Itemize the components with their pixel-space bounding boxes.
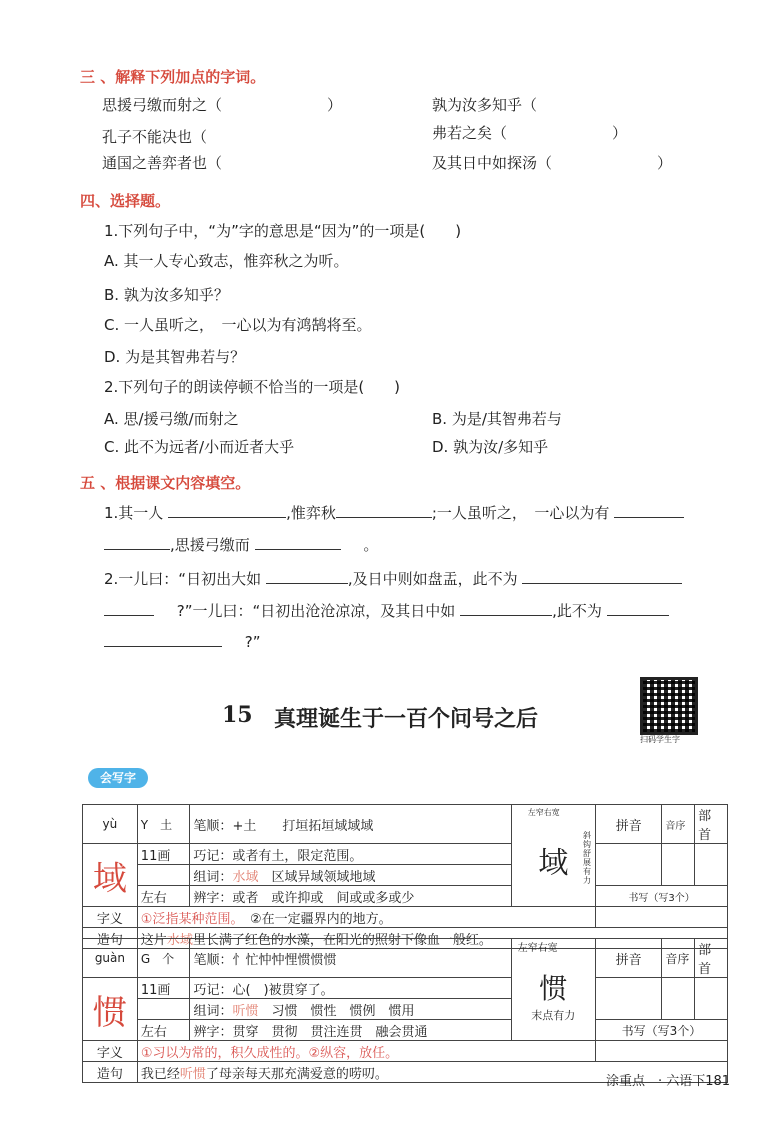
strokes [190, 805, 511, 844]
stroke-count: 11画 [137, 978, 190, 999]
blank[interactable] [168, 503, 286, 518]
empty-cell [137, 865, 190, 886]
radical-cell [137, 805, 190, 844]
qr-label: 扫码学生字 [640, 735, 680, 744]
strokes-label: 笔顺： [193, 818, 233, 834]
fill-text: ,惟弈秋 [286, 504, 336, 522]
practice-box [511, 805, 595, 907]
meaning-a: ①泛指某种范围。 [140, 911, 237, 927]
practice-char: 惯 [539, 971, 568, 1005]
stroke-count: 11画 [137, 844, 190, 865]
big-char: 域 [83, 844, 138, 907]
q2-option-a: A. 思/援弓缴/而射之 [104, 410, 239, 428]
fill-line-1 [104, 502, 684, 523]
words-label: 组词： [193, 1003, 233, 1019]
q2-option-b: B. 为是/其智弗若与 [432, 410, 562, 428]
words-highlight: 水域 [232, 869, 259, 885]
write-area[interactable] [596, 907, 728, 928]
blank[interactable] [266, 569, 348, 584]
qr-code[interactable] [640, 677, 698, 735]
sec3-item-4: 弗若之矣（ ） [432, 124, 628, 142]
radical-char: 土 [160, 817, 173, 832]
col-radical: 部首 [695, 939, 728, 978]
write-label: 书写（写3个） [595, 1020, 727, 1041]
sentence-label: 造句 [83, 1062, 138, 1083]
blank[interactable] [104, 632, 222, 647]
char-card-guan [82, 938, 728, 1083]
fill-text: 1.其一人 [104, 504, 164, 522]
radical-letter: Y [140, 817, 149, 832]
section-5-title: 五 、根据课文内容填空。 [80, 474, 251, 492]
words [190, 865, 511, 886]
structure: 左右 [137, 1020, 190, 1041]
radical-letter: G [140, 951, 151, 966]
fill-text: 。 [363, 536, 379, 554]
empty-cell [137, 999, 190, 1020]
sec3-item-1: 思援弓缴而射之（ ） [102, 96, 343, 114]
blank[interactable] [522, 569, 682, 584]
q1-option-b: B. 孰为汝多知乎？ [104, 286, 229, 304]
blank[interactable] [460, 601, 552, 616]
practice-note: 末点有力 [531, 1008, 576, 1022]
answer-order[interactable] [662, 978, 695, 1020]
lesson-title: 真理诞生于一百个问号之后 [274, 706, 539, 732]
fill-text: ;一人虽听之， 一心以为有 [431, 504, 610, 522]
words-highlight: 听惯 [232, 1003, 259, 1019]
strokes [190, 939, 511, 978]
tip: 巧记：心( )被贯穿了。 [190, 978, 511, 999]
practice-box [511, 939, 595, 1041]
fill-line-5 [104, 632, 261, 651]
pinyin: yù [83, 805, 138, 844]
page-footer: 涂重点 · 六语下181 [606, 1074, 731, 1089]
words [190, 999, 511, 1020]
write-area[interactable] [595, 1041, 727, 1062]
strokes-seq: +土 打垣拓垣域域域 [232, 818, 374, 834]
words-list: 习惯 惯性 惯例 惯用 [258, 1003, 415, 1019]
meaning-label: 字义 [83, 1041, 138, 1062]
badge-label: 会写字 [99, 771, 136, 785]
fill-text: ,及日中则如盘盂，此不为 [347, 570, 518, 588]
sentence-highlight: 听惯 [179, 1066, 206, 1082]
lesson-number: 15 [222, 702, 253, 728]
practice-note: 斜钩舒展有力 [583, 831, 592, 885]
sec3-item-3: 孔子不能决也（ [102, 128, 208, 146]
tip: 巧记：或者有土，限定范围。 [190, 844, 511, 865]
meaning: ①习以为常的，积久成性的。②纵容，放任。 [137, 1041, 595, 1062]
answer-order[interactable] [662, 844, 695, 886]
fill-text: ?” [244, 633, 261, 651]
q1-option-c: C. 一人虽听之， 一心以为有鸿鹄将至。 [104, 316, 372, 334]
radical-char: 个 [162, 951, 175, 966]
fill-text: 2.一儿曰：“日初出大如 [104, 570, 262, 588]
distinguish: 辨字：或者 或许抑或 间或或多或少 [190, 886, 511, 907]
q1-option-d: D. 为是其智弗若与？ [104, 348, 246, 366]
pinyin: guàn [83, 939, 138, 978]
sentence-label: 造句 [83, 928, 138, 949]
sentence-highlight: 水域 [166, 932, 193, 948]
fill-text: ,思援弓缴而 [170, 536, 250, 554]
practice-title: 左窄右宽 [517, 943, 558, 954]
words-list: 区域异域领域地域 [258, 869, 376, 885]
answer-pinyin[interactable] [595, 978, 661, 1020]
meaning-label: 字义 [83, 907, 138, 928]
fill-line-4 [104, 600, 669, 621]
answer-pinyin[interactable] [596, 844, 662, 886]
structure: 左右 [137, 886, 190, 907]
blank[interactable] [255, 535, 341, 550]
section-4-title: 四、选择题。 [80, 192, 171, 210]
blank[interactable] [104, 535, 170, 550]
meaning-b: ②在一定疆界内的地方。 [249, 911, 392, 927]
answer-radical[interactable] [695, 844, 728, 886]
practice-char: 域 [538, 845, 569, 881]
strokes-seq: 忄忙忡忡悝惯惯惯 [232, 952, 337, 968]
fill-text: ,此不为 [552, 602, 602, 620]
sentence-a: 这片 [140, 932, 167, 948]
write-label: 书写（写3个） [596, 886, 728, 907]
blank[interactable] [614, 503, 684, 518]
answer-radical[interactable] [695, 978, 728, 1020]
strokes-label: 笔顺： [193, 952, 233, 968]
words-label: 组词： [193, 869, 233, 885]
blank[interactable] [104, 601, 154, 616]
blank[interactable] [336, 503, 432, 518]
q1-option-a: A. 其一人专心致志，惟弈秋之为听。 [104, 252, 349, 270]
fill-text: ?”一儿曰：“日初出沧沧凉凉，及其日中如 [176, 602, 456, 620]
practice-title: 左窄右宽 [527, 808, 560, 817]
badge-write-chars [88, 768, 148, 788]
distinguish: 辨字：贯穿 贯彻 贯注连贯 融会贯通 [190, 1020, 511, 1041]
blank[interactable] [607, 601, 669, 616]
question-1: 1.下列句子中，“为”字的意思是“因为”的一项是( ) [104, 222, 462, 240]
q2-option-c: C. 此不为远者/小而近者大乎 [104, 438, 295, 456]
sec3-item-5: 通国之善弈者也（ [102, 154, 223, 172]
section-3-title: 三 、解释下列加点的字词。 [80, 68, 266, 86]
col-pinyin: 拼音 [595, 939, 661, 978]
sentence-b: 了母亲每天那充满爱意的唠叨。 [205, 1066, 388, 1082]
question-2: 2.下列句子的朗读停顿不恰当的一项是( ) [104, 378, 401, 396]
fill-line-2 [104, 534, 378, 555]
meaning [137, 907, 595, 928]
col-pinyin: 拼音 [596, 805, 662, 844]
col-radical: 部首 [695, 805, 728, 844]
radical-cell [137, 939, 190, 978]
sec3-item-2: 孰为汝多知乎（ [432, 96, 538, 114]
col-order: 音序 [662, 805, 695, 844]
q2-option-d: D. 孰为汝/多知乎 [432, 438, 549, 456]
big-char: 惯 [83, 978, 138, 1041]
sec3-item-6: 及其日中如探汤（ ） [432, 154, 673, 172]
char-card-yu [82, 804, 728, 949]
sentence-a: 我已经 [140, 1066, 180, 1082]
sentence-b: 里长满了红色的水藻，在阳光的照射下像血一般红。 [192, 932, 492, 948]
fill-line-3 [104, 568, 682, 589]
col-order: 音序 [662, 939, 695, 978]
